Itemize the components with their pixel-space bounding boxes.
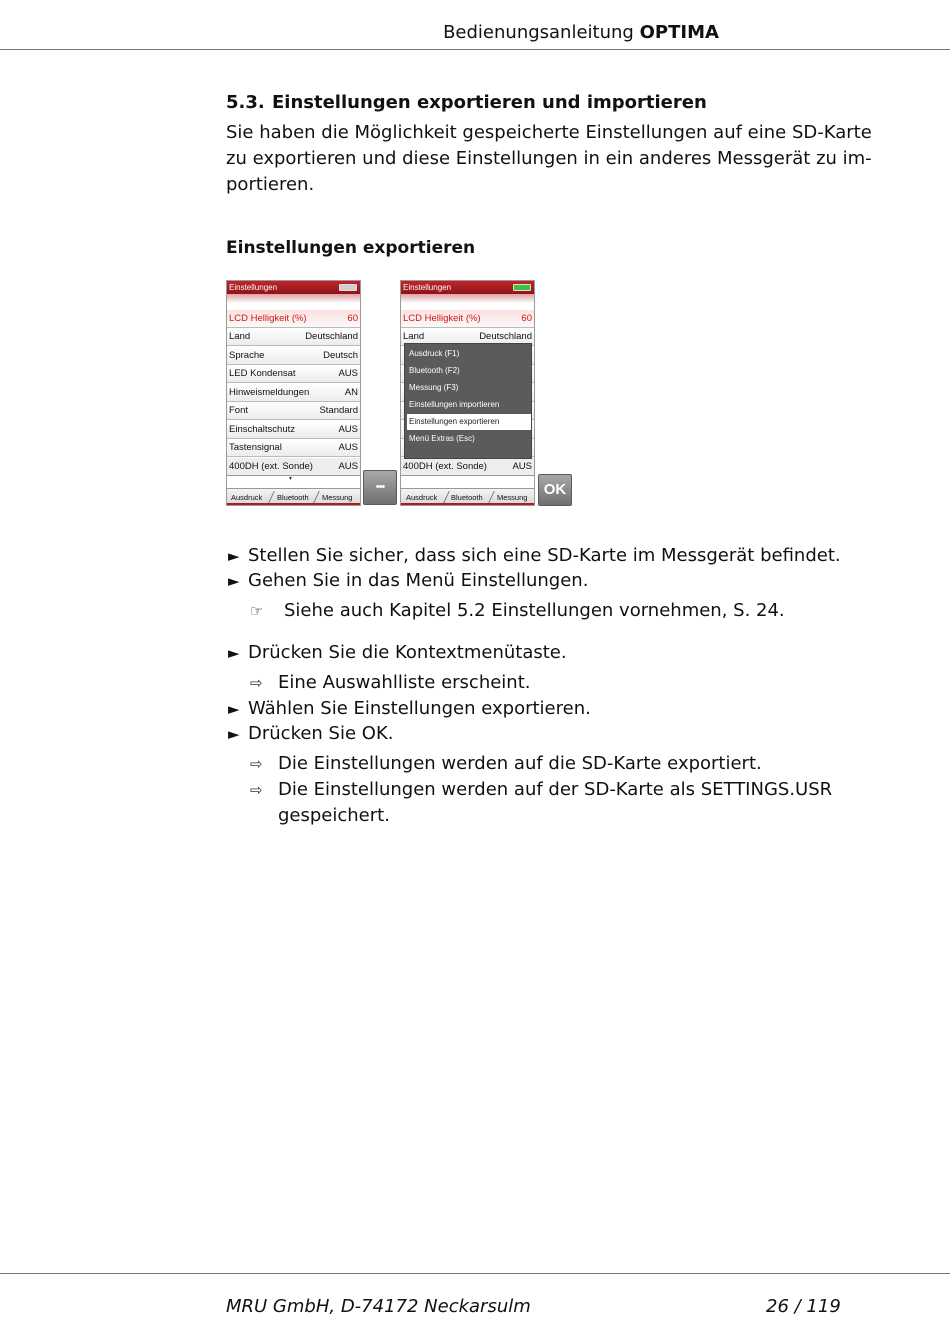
softkey-label: Messung [497,493,528,502]
step-text: Siehe auch Kapitel 5.2 Einstellungen vornehmen, S. 24. [284,600,785,621]
step-action [228,723,393,744]
subheading: Einstellungen exportieren [226,238,476,258]
device-screen-context-menu [400,280,535,506]
screen-title: Einstellungen [401,281,534,294]
menu-item: Menü Extras (Esc) [409,434,475,443]
action-marker-icon: ► [228,644,240,662]
softkey-label: Bluetooth [451,493,483,502]
row-label: Land [229,331,251,342]
result-arrow-icon: ⇨ [250,674,263,692]
context-key-glyph: ••• [375,481,385,493]
softkey-divider [268,491,275,503]
softkey-divider [488,491,495,503]
footer-company: MRU GmbH, D-74172 Neckarsulm [226,1296,531,1317]
row-value: 60 [521,313,532,324]
section-number: 5.3. [226,92,265,113]
settings-row [227,310,360,328]
screen-subbar [401,294,534,302]
row-label: LCD Helligkeit (%) [229,313,307,324]
row-label: Hinweismeldungen [229,387,310,398]
row-label: Sprache [229,350,265,361]
header-product: OPTIMA [639,22,719,43]
row-value: AN [344,387,358,398]
menu-item: Ausdruck (F1) [409,349,460,358]
settings-row [227,328,360,346]
screen-subbar [227,294,360,302]
step-text: gespeichert. [278,805,390,826]
step-result [250,779,832,800]
step-result [250,753,762,774]
step-action [228,545,841,566]
row-value: Deutschland [479,331,532,342]
footer-rule [0,1273,950,1274]
settings-row [401,310,534,328]
menu-item: Einstellungen importieren [409,400,500,409]
step-text: Stellen Sie sicher, dass sich eine SD-Karte im Messgerät befindet. [248,545,841,566]
action-marker-icon: ► [228,547,240,565]
action-marker-icon: ► [228,725,240,743]
header-prefix: Bedienungsanleitung [443,22,634,43]
step-text: Gehen Sie in das Menü Einstellungen. [248,570,589,591]
settings-row [227,421,360,439]
battery-icon [339,284,357,291]
softkey-divider [313,491,320,503]
device-screen-settings [226,280,361,506]
result-arrow-icon: ⇨ [250,755,263,773]
scroll-down-icon: ▾ [289,476,293,482]
row-value: AUS [512,461,532,472]
menu-item: Messung (F3) [409,383,459,392]
result-arrow-icon: ⇨ [250,781,263,799]
context-menu-key [363,470,397,505]
row-label: Einschaltschutz [229,424,296,435]
intro-line: zu exportieren und diese Einstellungen in ein anderes Messgerät zu im- [226,148,872,169]
row-label: 400DH (ext. Sonde) [229,461,313,472]
page-header [106,22,950,43]
step-action [228,570,588,591]
menu-item: Bluetooth (F2) [409,366,460,375]
pointing-hand-icon: ☞ [250,602,264,620]
screen-title: Einstellungen [227,281,360,294]
intro-line: portieren. [226,174,315,195]
softkey-label: Bluetooth [277,493,309,502]
row-value: Deutsch [323,350,358,361]
ok-key-label: OK [543,481,567,498]
row-value: 60 [347,313,358,324]
step-text: Wählen Sie Einstellungen exportieren. [248,698,591,719]
step-result [250,672,531,693]
step-text: Eine Auswahlliste erscheint. [278,672,531,693]
step-text: Die Einstellungen werden auf der SD-Karte als SETTINGS.USR [278,779,833,800]
row-label: LED Kondensat [229,368,296,379]
intro-line: Sie haben die Möglichkeit gespeicherte Einstellungen auf eine SD-Karte [226,122,872,143]
action-marker-icon: ► [228,700,240,718]
row-value: Standard [319,405,358,416]
step-reference [250,600,785,621]
softkey-label: Ausdruck [406,493,438,502]
settings-row [227,365,360,383]
step-text: Drücken Sie die Kontextmenütaste. [248,642,567,663]
row-label: Font [229,405,249,416]
row-label: Tastensignal [229,442,282,453]
footer-page-number: 26 / 119 [766,1296,841,1317]
screen-bottom-line [401,503,534,505]
header-rule [0,49,950,50]
battery-icon [513,284,531,291]
screen-bottom-line [227,503,360,505]
row-label: Land [403,331,425,342]
settings-row [227,347,360,365]
menu-item-selected: Einstellungen exportieren [407,414,531,430]
settings-row [227,439,360,457]
step-continuation [278,805,390,826]
row-label: LCD Helligkeit (%) [403,313,481,324]
softkey-label: Ausdruck [231,493,263,502]
settings-row [401,458,534,476]
step-text: Drücken Sie OK. [248,723,394,744]
section-title: Einstellungen exportieren und importieren [272,92,707,113]
softkey-label: Messung [322,493,353,502]
step-action [228,642,567,663]
ok-key [538,474,572,506]
row-value: AUS [338,442,358,453]
softkey-divider [443,491,450,503]
row-value: Deutschland [305,331,358,342]
context-menu [404,343,532,459]
settings-row [227,458,360,476]
settings-row [227,402,360,420]
settings-row [227,384,360,402]
step-action [228,698,591,719]
row-value: AUS [338,368,358,379]
action-marker-icon: ► [228,572,240,590]
row-value: AUS [338,424,358,435]
row-label: 400DH (ext. Sonde) [403,461,487,472]
step-text: Die Einstellungen werden auf die SD-Karte exportiert. [278,753,762,774]
row-value: AUS [338,461,358,472]
